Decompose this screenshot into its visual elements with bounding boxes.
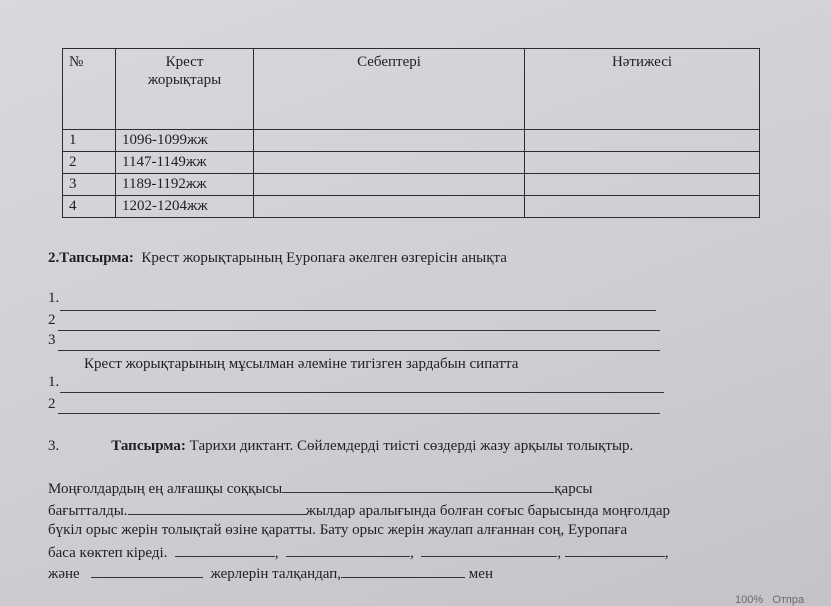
row-results-cell[interactable] [525,130,760,152]
fill-blank[interactable] [286,542,410,557]
fill-blank[interactable] [341,563,465,578]
header-number: № [63,49,116,130]
row-years: 1096-1099жж [116,130,254,152]
dictation-text: жерлерін талқандап, [210,566,342,582]
table-header-row [63,49,760,130]
row-results-cell[interactable] [525,152,760,174]
answer-line-label: 1. [48,374,60,390]
dictation-line-2 [48,500,670,520]
status-bar [735,594,804,606]
answer-line-label: 2 [48,396,56,412]
header-causes: Себептері [254,49,525,130]
answer-line[interactable] [60,310,656,311]
row-results-cell[interactable] [525,174,760,196]
task2-subtext: Крест жорықтарының мұсылман әлеміне тигізген зардабын сипатта [84,356,519,372]
dictation-text: баса көктеп кіреді. [48,545,168,561]
header-crusades-line2: жорықтары [147,72,222,88]
status-text: Отпра [772,594,805,606]
fill-blank[interactable] [128,500,306,515]
fill-blank[interactable] [282,478,554,493]
dictation-text: қарсы [554,481,593,497]
fill-blank[interactable] [565,542,665,557]
header-results: Нәтижесі [525,49,760,130]
table-row [63,130,760,152]
row-number: 4 [63,196,116,218]
dictation-line-1 [48,478,592,498]
table-row [63,174,760,196]
answer-line[interactable] [58,350,660,351]
crusades-table [62,48,760,218]
dictation-line-5 [48,563,493,583]
dictation-text: Моңғолдардың ең алғашқы соққысы [48,481,283,497]
header-crusades [116,49,254,130]
dictation-line-3 [48,522,627,539]
dictation-text: және [48,566,80,582]
row-number: 2 [63,152,116,174]
fill-blank[interactable] [421,542,557,557]
table-row [63,152,760,174]
dictation-text: мен [468,566,493,582]
dictation-text: жылдар аралығында болған соғыс барысында моңғолдар [305,503,671,519]
fill-blank[interactable] [175,542,275,557]
zoom-level: 100% [735,594,764,606]
answer-line[interactable] [58,413,660,414]
row-causes-cell[interactable] [254,130,525,152]
row-causes-cell[interactable] [254,152,525,174]
answer-line[interactable] [58,330,660,331]
row-years: 1202-1204жж [116,196,254,218]
task3-text: Тарихи диктант. Сөйлемдерді тиісті сөздерді жазу арқылы толықтыр. [189,438,634,454]
task2-heading [48,250,507,267]
answer-line-label: 3 [48,332,56,348]
dictation-text: бағытталды. [48,503,128,519]
row-number: 3 [63,174,116,196]
row-causes-cell[interactable] [254,196,525,218]
row-number: 1 [63,130,116,152]
row-years: 1189-1192жж [116,174,254,196]
task3-number: 3. [48,438,60,454]
fill-blank[interactable] [91,563,203,578]
answer-line-label: 2 [48,312,56,328]
answer-line[interactable] [60,392,664,393]
answer-line-label: 1. [48,290,60,306]
row-years: 1147-1149жж [116,152,254,174]
task3-label: Тапсырма: [111,438,186,454]
task2-text: Крест жорықтарының Еуропаға әкелген өзгерісін анықта [141,250,507,266]
table-row [63,196,760,218]
row-causes-cell[interactable] [254,174,525,196]
dictation-text: бүкіл орыс жерін толықтай өзіне қаратты. Бату орыс жерін жаулап алғаннан соң, Еуропаға [48,522,628,538]
header-crusades-line1: Крест [165,54,204,70]
row-results-cell[interactable] [525,196,760,218]
task3-heading [48,438,633,455]
dictation-line-4: баса көктеп кіреді. , , , , [48,542,669,562]
task2-label: 2.Тапсырма: [48,250,134,266]
